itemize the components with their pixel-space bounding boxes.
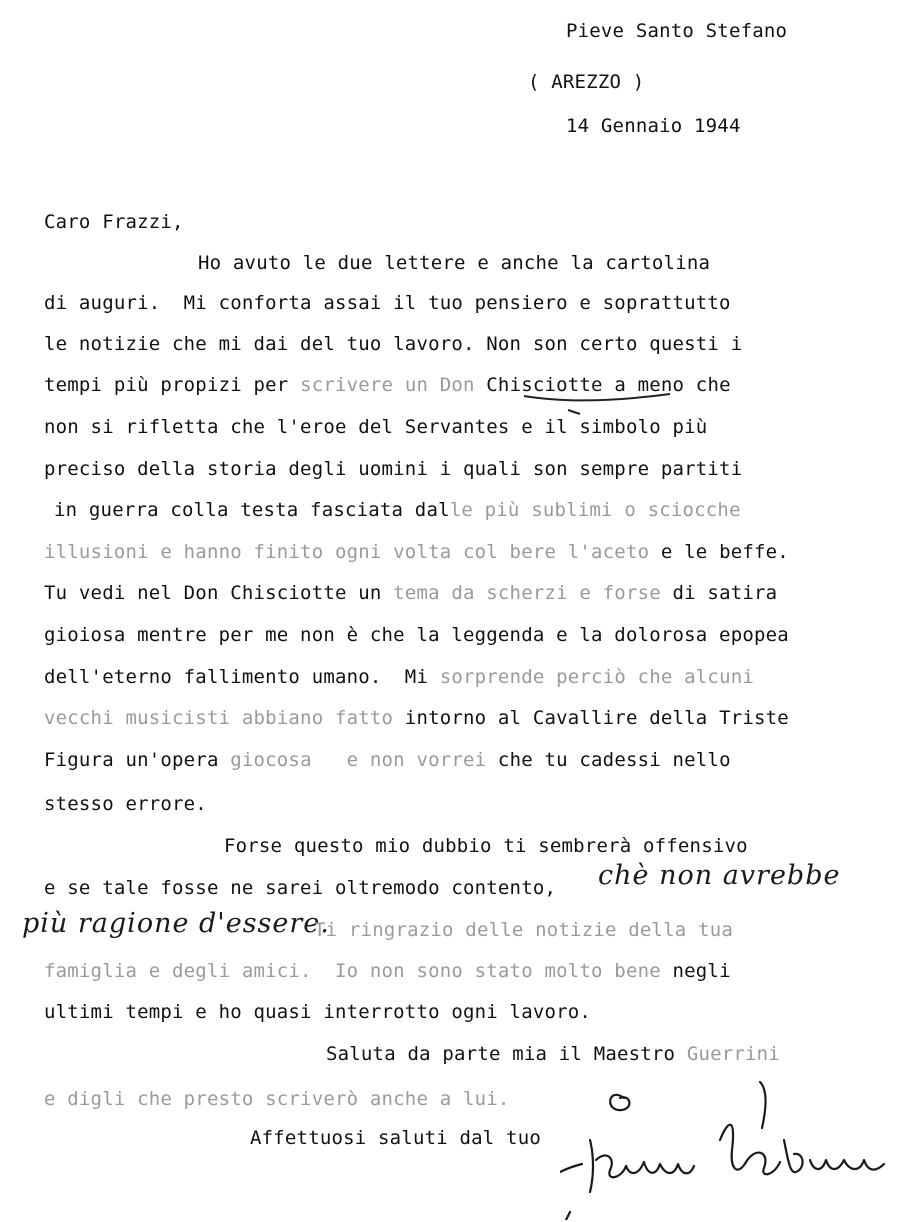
salutation: Caro Frazzi,: [44, 211, 184, 233]
body-line: tempi più propizi per scrivere un Don Chisciotte a meno che: [44, 374, 731, 396]
body-line: Ho avuto le due lettere e anche la cartolina: [198, 252, 711, 274]
body-line: non si rifletta che l'eroe del Servantes e il simbolo più: [44, 416, 708, 438]
handwritten-insert: chè non avrebbe: [598, 860, 841, 891]
header-date: 14 Gennaio 1944: [566, 115, 741, 137]
body-line: Forse questo mio dubbio ti sembrerà offensivo: [224, 835, 748, 857]
header-place: Pieve Santo Stefano: [566, 20, 788, 42]
body-line: gioiosa mentre per me non è che la leggenda e la dolorosa epopea: [44, 624, 789, 646]
body-line: Ti ringrazio delle notizie della tua: [314, 919, 734, 941]
body-line: le notizie che mi dai del tuo lavoro. Non son certo questi i: [44, 333, 743, 355]
closing: Affettuosi saluti dal tuo: [250, 1127, 541, 1149]
body-line: illusioni e hanno finito ogni volta col bere l'aceto e le beffe.: [44, 541, 789, 563]
handwritten-insert: più ragione d'essere.: [22, 908, 330, 939]
body-line: e se tale fosse ne sarei oltremodo contento,: [44, 877, 557, 899]
body-line: vecchi musicisti abbiano fatto intorno al Cavallire della Triste: [44, 707, 789, 729]
body-line: Saluta da parte mia il Maestro Guerrini: [326, 1043, 780, 1065]
body-line: di auguri. Mi conforta assai il tuo pensiero e soprattutto: [44, 292, 731, 314]
body-line: e digli che presto scriverò anche a lui.: [44, 1088, 510, 1110]
pen-underline: [520, 388, 680, 418]
body-line: in guerra colla testa fasciata dalle più sublimi o sciocche: [54, 499, 741, 521]
body-line: stesso errore.: [44, 793, 207, 815]
body-line: famiglia e degli amici. Io non sono stato molto bene negli: [44, 960, 731, 982]
header-province: ( AREZZO ): [528, 71, 645, 93]
body-line: preciso della storia degli uomini i quali son sempre partiti: [44, 458, 743, 480]
body-line: dell'eterno fallimento umano. Mi sorprende perciò che alcuni: [44, 666, 754, 688]
body-line: Figura un'opera giocosa e non vorrei che tu cadessi nello: [44, 749, 731, 771]
body-line: Tu vedi nel Don Chisciotte un tema da scherzi e forse di satira: [44, 582, 778, 604]
signature-image: [560, 1080, 890, 1220]
body-line: ultimi tempi e ho quasi interrotto ogni lavoro.: [44, 1001, 592, 1023]
